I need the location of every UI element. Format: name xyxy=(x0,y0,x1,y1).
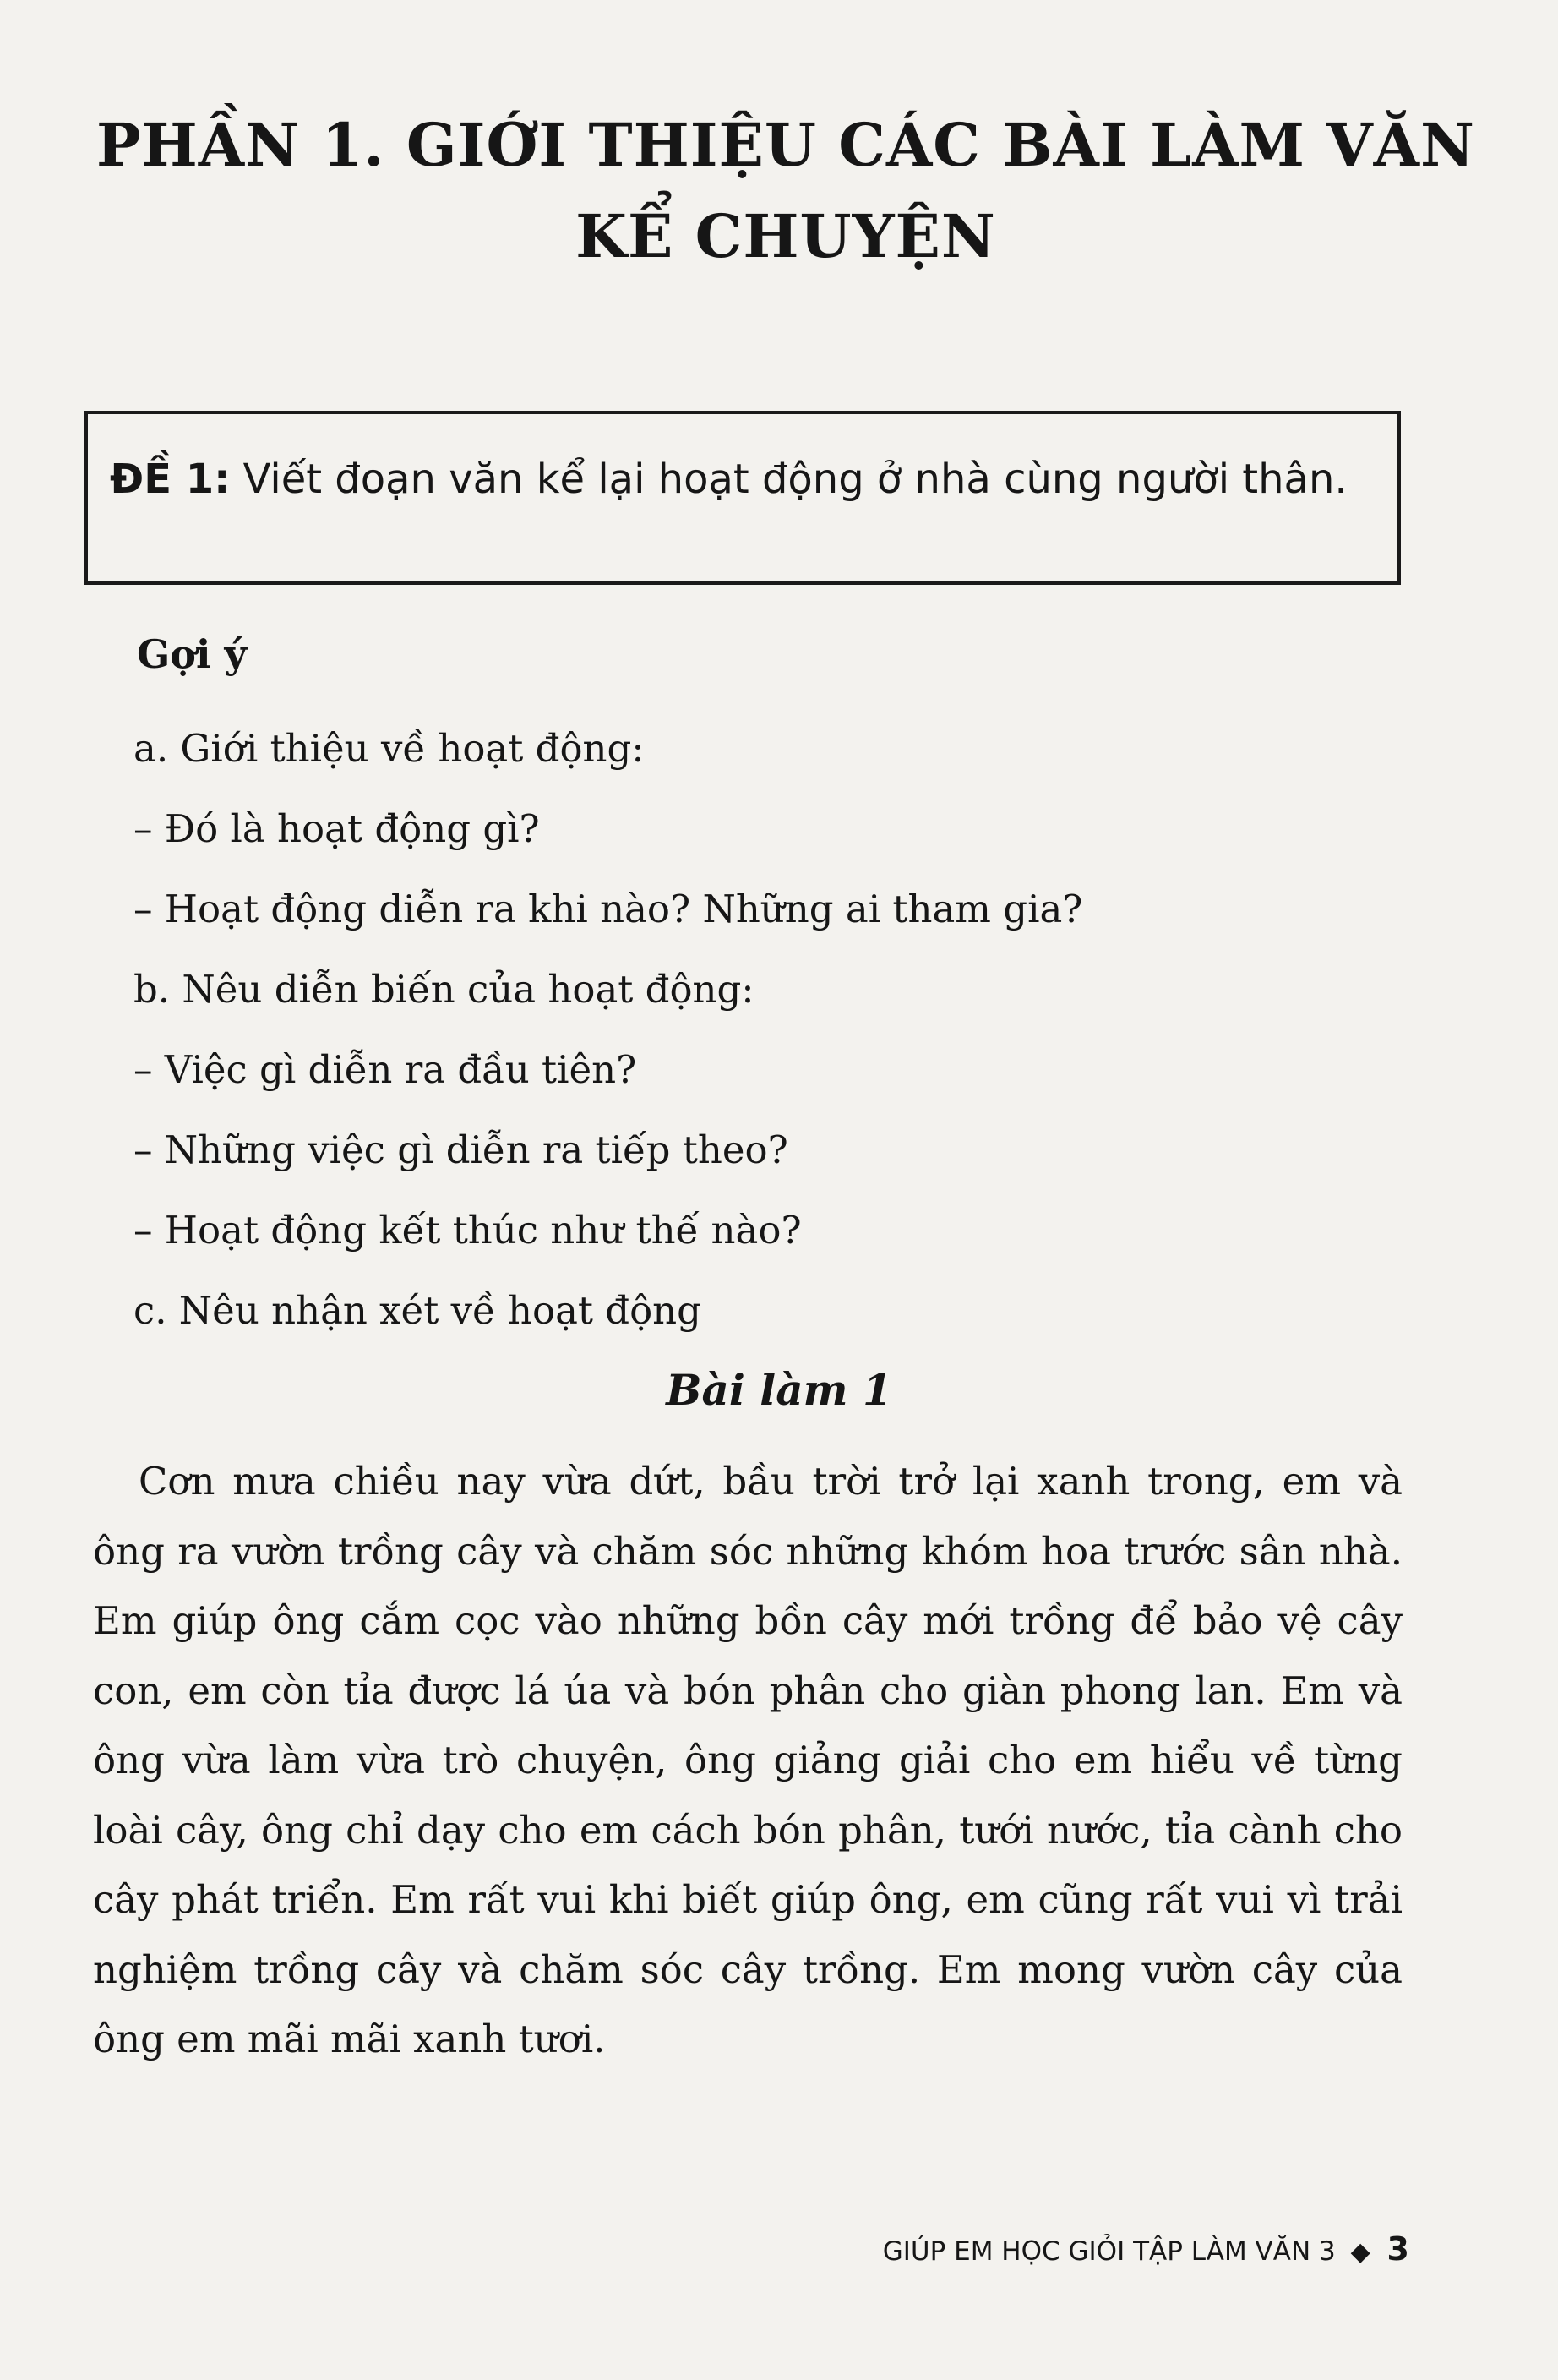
essay-heading: Bài làm 1 xyxy=(666,1365,892,1415)
hint-item: – Hoạt động diễn ra khi nào? Những ai tham gia? xyxy=(133,887,1083,931)
hint-item: b. Nêu diễn biến của hoạt động: xyxy=(133,967,754,1012)
hint-item: – Đó là hoạt động gì? xyxy=(133,806,540,851)
task-text: Viết đoạn văn kể lại hoạt động ở nhà cùng người thân. xyxy=(242,456,1348,503)
essay-body: Cơn mưa chiều nay vừa dứt, bầu trời trở lại xanh trong, em và ông ra vườn trồng cây và chăm sóc những khóm hoa trước sân nhà. Em giúp ông cắm cọc vào những bồn cây mới trồng để bảo vệ cây con, em còn tỉa được lá úa và bón phân cho giàn phong lan. Em và ông vừa làm vừa trò chuyện, ông giảng giải cho em hiểu về từng loài cây, ông chỉ dạy cho em cách bón phân, tưới nước, tỉa cành cho cây phát triển. Em rất vui khi biết giúp ông, em cũng rất vui vì trải nghiệm trồng cây và chăm sóc cây trồng. Em mong vườn cây của ông em mãi mãi xanh tươi. xyxy=(93,1459,1403,2061)
hint-item: – Hoạt động kết thúc như thế nào? xyxy=(133,1208,802,1253)
hint-heading: Gợi ý xyxy=(137,631,248,677)
page-title: PHẦN 1. GIỚI THIỆU CÁC BÀI LÀM VĂN KỂ CHUYỆN xyxy=(96,110,1475,271)
hint-item: a. Giới thiệu về hoạt động: xyxy=(133,726,645,771)
hint-list xyxy=(133,708,1082,1351)
task-box xyxy=(84,411,1401,585)
task-label: ĐỀ 1: xyxy=(110,456,231,503)
book-title: GIÚP EM HỌC GIỎI TẬP LÀM VĂN 3 xyxy=(882,2236,1336,2267)
hint-item: – Những việc gì diễn ra tiếp theo? xyxy=(133,1127,788,1172)
page-footer xyxy=(883,2228,1409,2274)
hint-item: – Việc gì diễn ra đầu tiên? xyxy=(133,1047,637,1092)
hint-item: c. Nêu nhận xét về hoạt động xyxy=(133,1288,701,1333)
page-number: 3 xyxy=(1386,2230,1409,2268)
diamond-icon: ◆ xyxy=(1350,2237,1370,2267)
